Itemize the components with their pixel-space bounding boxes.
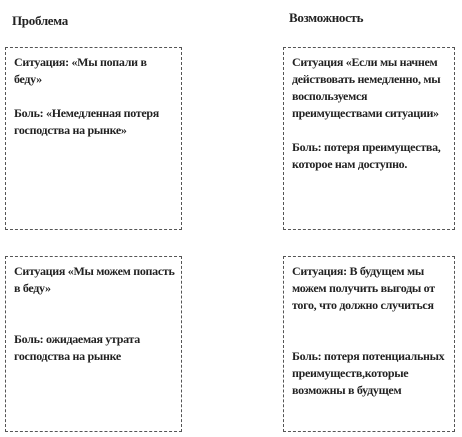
opportunity-box-current xyxy=(283,47,455,230)
situation-text: Ситуация «Если мы начнем действовать немедленно, мы воспользуемся преимуществами ситуации» xyxy=(292,55,441,120)
situation-text: Ситуация: В будущем мы можем получить выгоды от того, что должно случиться xyxy=(292,264,435,312)
opportunity-column-header: Возможность xyxy=(289,10,364,25)
problem-box-current xyxy=(5,47,182,230)
opportunity-box-future xyxy=(283,256,455,432)
pain-text: Боль: потеря потенциальных преимуществ,которые возможны в будущем xyxy=(292,349,445,397)
pain-text: Боль: потеря преимущества, которое нам доступно. xyxy=(292,140,441,171)
situation-text: Ситуация: «Мы попали в беду» xyxy=(14,55,147,86)
pain-text: Боль: «Немедленная потеря господства на рынке» xyxy=(14,106,159,137)
problem-column-header: Проблема xyxy=(12,13,68,28)
pain-text: Боль: ожидаемая утрата господства на рынке xyxy=(14,332,140,363)
situation-text: Ситуация «Мы можем попасть в беду» xyxy=(14,264,175,295)
problem-box-future xyxy=(5,256,182,432)
